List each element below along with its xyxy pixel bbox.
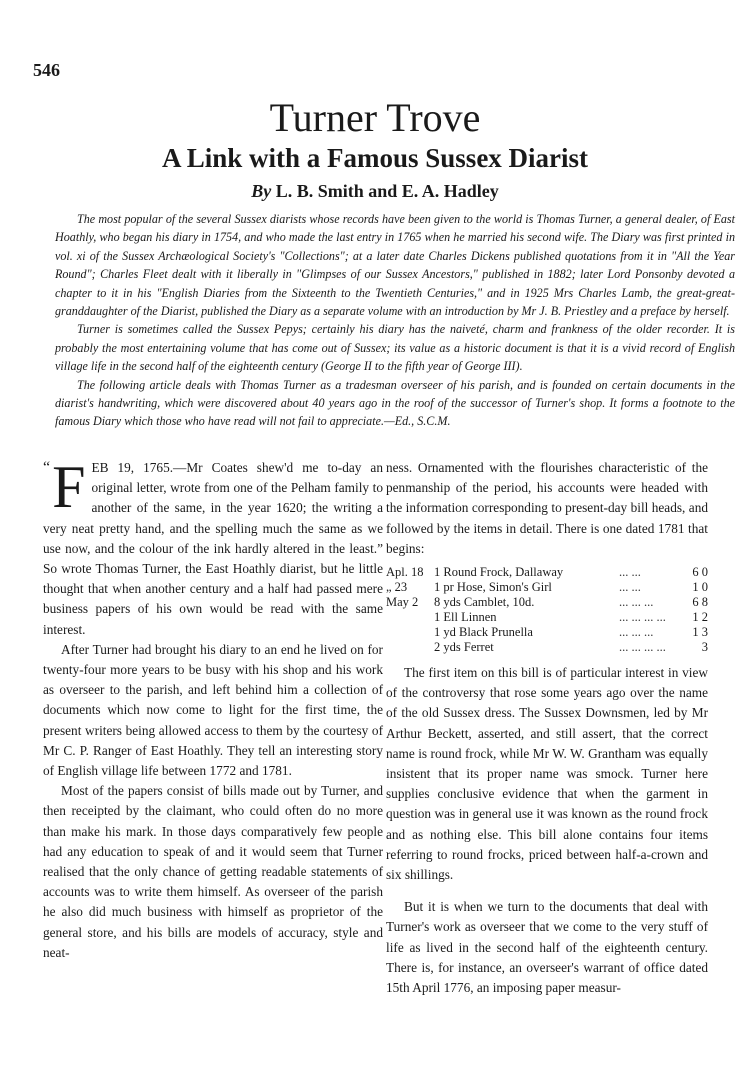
bill-item: 8 yds Camblet, 10d.: [434, 595, 535, 610]
bill-date: [386, 625, 434, 640]
bill-dots: ... ... ... ...: [619, 640, 666, 655]
bill-date: [386, 610, 434, 625]
bill-dots: ... ... ...: [619, 625, 654, 640]
bill-item: 1 pr Hose, Simon's Girl: [434, 580, 552, 595]
bill-row: [386, 610, 708, 625]
article-subtitle: A Link with a Famous Sussex Diarist: [161, 143, 589, 173]
bill-table: [386, 565, 708, 655]
bill-item: 2 yds Ferret: [434, 640, 494, 655]
article-title: Turner Trove: [269, 95, 481, 140]
byline: [0, 180, 750, 202]
byline-by: By: [251, 181, 272, 201]
page-number: 546: [33, 60, 60, 80]
bill-date: Apl. 18: [386, 565, 424, 580]
bill-price: 6 0: [692, 565, 708, 580]
bill-dots: ... ...: [619, 565, 641, 580]
right-column: [386, 458, 708, 998]
paragraph-text: EB 19, 1765.—Mr Coates shew'd me to-day an original letter, wrote from one of the Pelham family to another of the same, in the year 1620; the writing a very neat pretty hand, and the spelling much the same as we use now, and the colour of the ink hardly altered in the least.” So wrote Thomas Turner, the East Hoathly diarist, but he little thought that when another century and a half had passed mere business papers of his own would be read with the same interest.: [43, 460, 383, 637]
body-paragraph: ness. Ornamented with the flourishes characteristic of the penmanship of the period, his accounts were headed with the information corresponding to present-day bill heads, and followed by the items in detail. There is one dated 1781 that begins:: [386, 460, 708, 556]
bill-price: 1 0: [692, 580, 708, 595]
bill-item: 1 Round Frock, Dallaway: [434, 565, 564, 580]
left-column: [43, 454, 383, 963]
bill-row: [386, 580, 708, 595]
bill-price: 1 2: [692, 610, 708, 625]
bill-dots: ... ... ...: [619, 595, 654, 610]
bill-row: [386, 595, 708, 610]
bill-row: [386, 625, 708, 640]
bill-price: 1 3: [692, 625, 708, 640]
bill-item: 1 yd Black Prunella: [434, 625, 533, 640]
bill-price: 6 8: [692, 595, 708, 610]
bill-item: 1 Ell Linnen: [434, 610, 497, 625]
bill-dots: ... ... ... ...: [619, 610, 666, 625]
opening-quote-mark: “: [43, 459, 51, 476]
editorial-introduction: [55, 210, 735, 431]
bill-row: [386, 565, 708, 580]
body-paragraph: The first item on this bill is of particular interest in view of the controversy that rose some years ago over the name of the old Sussex dress. The Sussex Downsmen, led by Mr Arthur Beckett, asserted, and still assert, that the correct name is round frock, while Mr W. W. Grantham was equally insistent that its proper name was smock. Turner here supplies conclusive evidence that when the garment in question was in general use it was known as the round frock and as nothing else. This bill alone contains four items referring to round frocks, priced between half-a-crown and six shillings.: [386, 665, 708, 883]
body-paragraph: But it is when we turn to the documents that deal with Turner's work as overseer that we come to the very stuff of life as lived in the second half of the eighteenth century. There is, for instance, an overseer's warrant of office dated 15th April 1776, an imposing paper measur-: [386, 899, 708, 996]
intro-paragraph: The following article deals with Thomas Turner as a tradesman overseer of his parish, and is founded on certain documents in the diarist's handwriting, which were discovered about 40 years ago in the roof of the successor of Turner's shop. It forms a footnote to the famous Diary which those who have read will not fail to appreciate.—Ed., S.C.M.: [55, 377, 735, 429]
byline-authors: L. B. Smith and E. A. Hadley: [275, 181, 499, 201]
bill-price: 3: [701, 640, 708, 655]
body-paragraph: Most of the papers consist of bills made out by Turner, and then receipted by the claimant, who could often do no more than make his mark. In those days comparatively few people had any education to speak of and it would seem that Turner realised that the only chance of getting readable statements of accounts was to write them himself. As overseer of the parish he also did much business with himself as proprietor of the general store, and his bills are models of accuracy, style and neat-: [43, 783, 383, 960]
bill-row: [386, 640, 708, 655]
drop-cap: F: [52, 454, 86, 520]
bill-date: „ 23: [386, 580, 408, 595]
bill-dots: ... ...: [619, 580, 641, 595]
opening-paragraph: [43, 454, 383, 640]
intro-paragraph: The most popular of the several Sussex diarists whose records have been given to the world is Thomas Turner, a general dealer, of East Hoathly, who began his diary in 1754, and who made the last entry in 1765 when he married his second wife. The Diary was first printed in vol. xi of the Sussex Archæological Society's "Collections"; at a later date Charles Dickens published quotations from it in "All the Year Round"; Charles Fleet dealt with it liberally in "Glimpses of our Sussex Ancestors," published in 1882; later Lord Ponsonby devoted a chapter to it in his "English Diaries from the Sixteenth to the Twentieth Centuries," and in 1925 Mrs Charles Lamb, the great-great-granddaughter of the Diarist, published the Diary as a separate volume with an introduction by Mr J. B. Priestley and a preface by herself.: [55, 212, 735, 319]
bill-date: [386, 640, 434, 655]
bill-date: May 2: [386, 595, 419, 610]
intro-paragraph: Turner is sometimes called the Sussex Pepys; certainly his diary has the naiveté, charm and frankness of the older recorder. It is probably the most entertaining volume that has come out of Sussex; its value as a historic document is that it is a vivid record of English village life in the second half of the eighteenth century (George II to the fifth year of George III).: [55, 322, 735, 374]
body-paragraph: After Turner had brought his diary to an end he lived on for twenty-four more years to be busy with his shop and his work as overseer to the parish, and left behind him a collection of documents which now come to light for the first time, the present writers being allowed access to them by the courtesy of Mr C. P. Ranger of East Hoathly. They tell an interesting story of English village life between 1772 and 1781.: [43, 641, 383, 779]
